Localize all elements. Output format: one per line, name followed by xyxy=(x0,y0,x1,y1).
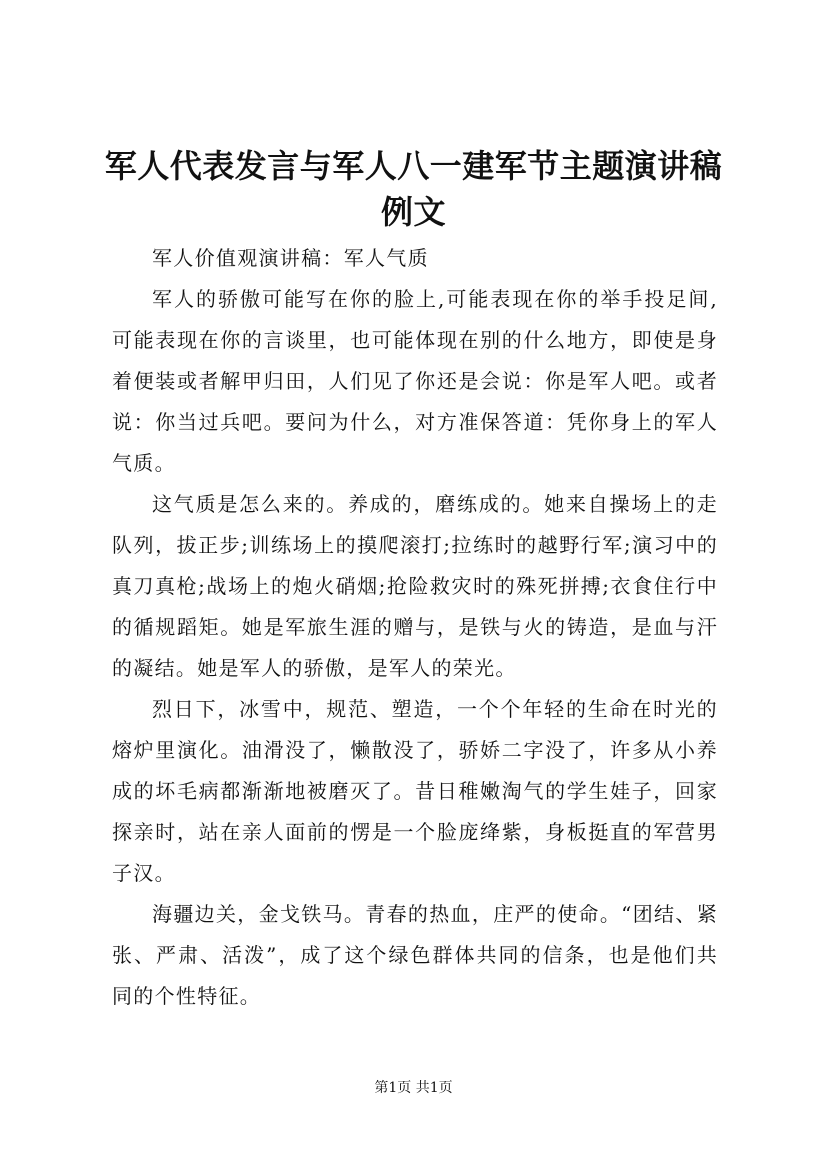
paragraph-subtitle: 军人价值观演讲稿：军人气质 xyxy=(152,246,429,270)
document-title: 军人代表发言与军人八一建军节主题演讲稿例文 xyxy=(104,147,723,231)
paragraph: 这气质是怎么来的。养成的，磨练成的。她来自操场上的走队列，拔正步;训练场上的摸爬滚打;拉练时的越野行军;演习中的真刀真枪;战场上的炮火硝烟;抢险救灾时的殊死拼搏;衣食住行中的循规蹈矩。她是军旅生涯的赠与，是铁与火的铸造，是血与汗的凝结。她是军人的骄傲，是军人的荣光。 xyxy=(112,492,718,680)
document-body xyxy=(112,238,718,1017)
paragraph: 海疆边关，金戈铁马。青春的热血，庄严的使命。“团结、紧张、严肃、活泼”，成了这个绿色群体共同的信条，也是他们共同的个性特征。 xyxy=(112,902,718,1008)
paragraph: 军人的骄傲可能写在你的脸上,可能表现在你的举手投足间,可能表现在你的言谈里，也可能体现在别的什么地方，即使是身着便装或者解甲归田，人们见了你还是会说：你是军人吧。或者说：你当过兵吧。要问为什么，对方准保答道：凭你身上的军人气质。 xyxy=(112,287,718,475)
paragraph: 烈日下，冰雪中，规范、塑造，一个个年轻的生命在时光的熔炉里演化。油滑没了，懒散没了，骄娇二字没了，许多从小养成的坏毛病都渐渐地被磨灭了。昔日稚嫩淘气的学生娃子，回家探亲时，站在亲人面前的愣是一个脸庞绛紫，身板挺直的军营男子汉。 xyxy=(112,697,718,885)
page-footer: 第1页 共1页 xyxy=(374,1080,453,1096)
